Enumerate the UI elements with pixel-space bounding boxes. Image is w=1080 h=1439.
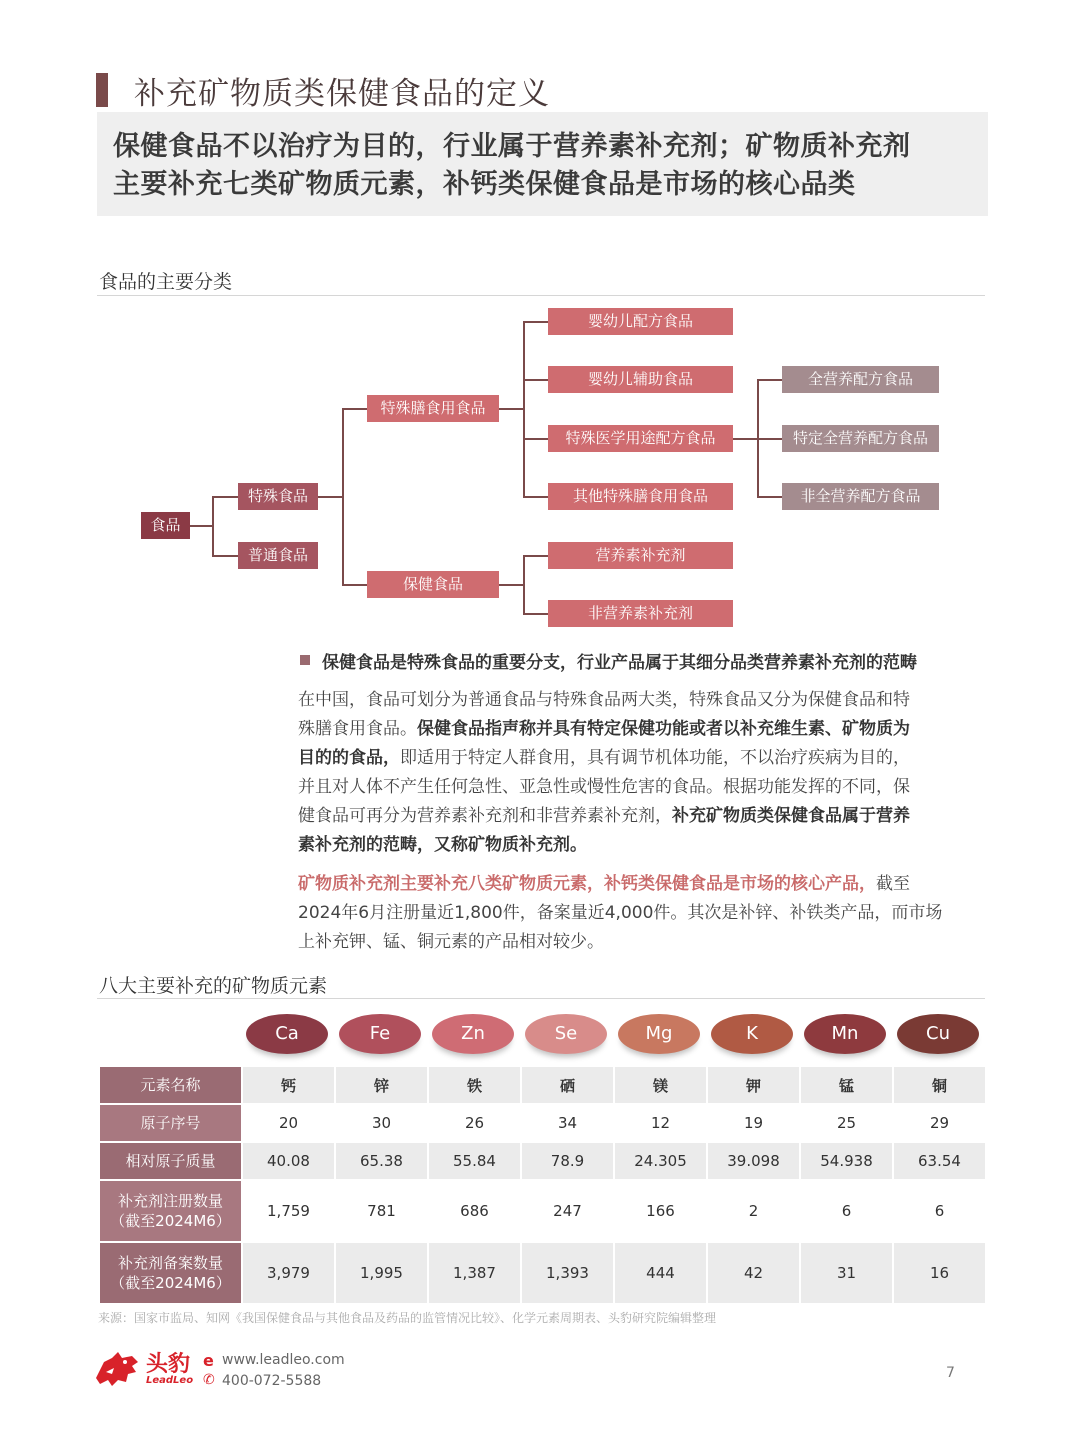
connector	[342, 408, 344, 585]
table-cell: 1,387	[428, 1242, 521, 1304]
bold-text-run: 补充矿物质类保健食品属于营养	[672, 806, 910, 826]
node-nutrient-supplement: 营养素补充剂	[548, 542, 733, 569]
text-run: 截至	[876, 874, 910, 894]
paragraph-line: 2024年6月注册量近1,800件，备案量近4,000件。其次是补锌、补铁类产品，而市场	[298, 903, 943, 923]
node-health-food: 保健食品	[367, 571, 499, 598]
table-cell: 20	[242, 1104, 335, 1142]
source-note: 来源：国家市监局、知网《我国保健食品与其他食品及药品的监管情况比较》、化学元素周期表、头豹研究院编辑整理	[98, 1311, 717, 1325]
connector	[523, 438, 548, 440]
connector	[342, 584, 367, 586]
table-cell: 31	[800, 1242, 893, 1304]
table-cell: 1,759	[242, 1180, 335, 1242]
mineral-elements-table	[98, 1065, 987, 1305]
elements-heading: 八大主要补充的矿物质元素	[99, 975, 328, 997]
node-food: 食品	[141, 512, 190, 539]
table-cell: 54.938	[800, 1142, 893, 1180]
table-cell: 2	[707, 1180, 800, 1242]
table-cell: 3,979	[242, 1242, 335, 1304]
table-cell: 6	[893, 1180, 986, 1242]
leadleo-logo-icon	[92, 1348, 142, 1390]
highlight-text-run: 矿物质补充剂主要补充八类矿物质元素，补钙类保健食品是市场的核心产品，	[298, 874, 876, 894]
connector	[523, 613, 548, 615]
elements-rule	[97, 998, 985, 999]
paragraph-2	[298, 870, 978, 957]
row-header-line: （截至2024M6）	[110, 1212, 231, 1230]
row-header: 相对原子质量	[99, 1142, 242, 1180]
table-cell: 247	[521, 1180, 614, 1242]
connector	[733, 438, 757, 440]
website-link[interactable]: www.leadleo.com	[222, 1352, 345, 1368]
table-cell: 25	[800, 1104, 893, 1142]
page-title: 补充矿物质类保健食品的定义	[134, 76, 550, 112]
table-cell: 19	[707, 1104, 800, 1142]
table-cell: 55.84	[428, 1142, 521, 1180]
table-cell: 42	[707, 1242, 800, 1304]
phone-icon: ✆	[203, 1372, 215, 1388]
table-cell: 686	[428, 1180, 521, 1242]
classification-heading: 食品的主要分类	[99, 271, 233, 293]
row-header	[99, 1180, 242, 1242]
node-non-nutrient-supplement: 非营养素补充剂	[548, 600, 733, 627]
connector	[523, 555, 548, 557]
paragraph-line	[298, 870, 978, 899]
connector	[212, 496, 238, 498]
node-infant-supplementary: 婴幼儿辅助食品	[548, 366, 733, 393]
row-header: 元素名称	[99, 1066, 242, 1104]
summary-line-2: 主要补充七类矿物质元素，补钙类保健食品是市场的核心品类	[113, 169, 856, 200]
row-header-line: 补充剂备案数量	[117, 1254, 223, 1272]
paragraph-line: 素补充剂的范畴，又称矿物质补充剂。	[298, 835, 587, 855]
connector	[212, 555, 238, 557]
brand-subtitle: LeadLeo	[146, 1375, 194, 1386]
table-cell: 钾	[707, 1066, 800, 1104]
table-cell: 40.08	[242, 1142, 335, 1180]
table-cell: 30	[335, 1104, 428, 1142]
table-cell: 镁	[614, 1066, 707, 1104]
text-run: 殊膳食用食品。	[298, 719, 417, 739]
connector	[499, 584, 523, 586]
table-cell: 444	[614, 1242, 707, 1304]
table-cell: 6	[800, 1180, 893, 1242]
table-cell: 65.38	[335, 1142, 428, 1180]
node-other-special-dietary: 其他特殊膳食用食品	[548, 483, 733, 510]
paragraph-line: 在中国，食品可划分为普通食品与特殊食品两大类，特殊食品又分为保健食品和特	[298, 690, 910, 710]
table-cell: 16	[893, 1242, 986, 1304]
connector	[212, 496, 214, 556]
summary-line-1: 保健食品不以治疗为目的，行业属于营养素补充剂；矿物质补充剂	[113, 131, 911, 162]
bold-text-run: 目的的食品，	[298, 748, 400, 768]
connector	[190, 525, 212, 527]
table-cell: 1,995	[335, 1242, 428, 1304]
element-symbol-oval: Mn	[804, 1014, 886, 1054]
node-non-full-nutrition: 非全营养配方食品	[782, 483, 939, 510]
paragraph-line: 并且对人体不产生任何急性、亚急性或慢性危害的食品。根据功能发挥的不同，保	[298, 777, 910, 797]
node-special-food: 特殊食品	[238, 483, 318, 510]
title-accent-bar	[96, 73, 108, 107]
table-cell: 781	[335, 1180, 428, 1242]
node-full-nutrition: 全营养配方食品	[782, 366, 939, 393]
connector	[523, 555, 525, 614]
table-cell: 1,393	[521, 1242, 614, 1304]
table-cell: 铜	[893, 1066, 986, 1104]
table-cell: 29	[893, 1104, 986, 1142]
element-symbol-oval: Ca	[246, 1014, 328, 1054]
row-header	[99, 1242, 242, 1304]
element-symbol-oval: Cu	[897, 1014, 979, 1054]
connector	[523, 379, 548, 381]
element-symbol-oval: Zn	[432, 1014, 514, 1054]
row-header-line: （截至2024M6）	[110, 1274, 231, 1292]
element-symbol-oval: Mg	[618, 1014, 700, 1054]
bullet-square-icon	[300, 655, 310, 665]
text-run: 即适用于特定人群食用，具有调节机体功能，不以治疗疾病为目的，	[400, 748, 910, 768]
table-cell: 锌	[335, 1066, 428, 1104]
table-cell: 166	[614, 1180, 707, 1242]
table-row	[99, 1142, 986, 1180]
connector	[757, 496, 782, 498]
paragraph-line	[298, 802, 978, 831]
paragraph-line	[298, 715, 978, 744]
connector	[523, 321, 548, 323]
table-cell: 硒	[521, 1066, 614, 1104]
table-cell: 26	[428, 1104, 521, 1142]
connector	[318, 496, 342, 498]
node-ordinary-food: 普通食品	[238, 542, 318, 569]
page-number: 7	[946, 1365, 955, 1381]
row-header-line: 补充剂注册数量	[117, 1192, 223, 1210]
node-special-medical: 特殊医学用途配方食品	[548, 425, 733, 452]
table-cell: 39.098	[707, 1142, 800, 1180]
element-symbol-oval: Se	[525, 1014, 607, 1054]
element-symbol-oval: Fe	[339, 1014, 421, 1054]
table-row	[99, 1066, 986, 1104]
element-symbol-oval: K	[711, 1014, 793, 1054]
connector	[342, 408, 367, 410]
connector	[499, 408, 523, 410]
summary-box	[97, 112, 988, 216]
paragraph-1	[298, 686, 978, 860]
table-cell: 铁	[428, 1066, 521, 1104]
bullet-title: 保健食品是特殊食品的重要分支，行业产品属于其细分品类营养素补充剂的范畴	[322, 653, 917, 673]
classification-rule	[97, 295, 985, 296]
connector	[757, 438, 782, 440]
bold-text-run: 保健食品指声称并具有特定保健功能或者以补充维生素、矿物质为	[417, 719, 910, 739]
table-cell: 78.9	[521, 1142, 614, 1180]
table-row	[99, 1242, 986, 1304]
brand-name: 头豹	[146, 1352, 191, 1377]
row-header: 原子序号	[99, 1104, 242, 1142]
paragraph-line: 上补充钾、锰、铜元素的产品相对较少。	[298, 932, 604, 952]
web-icon: e	[203, 1351, 214, 1370]
table-cell: 钙	[242, 1066, 335, 1104]
node-specific-full-nutrition: 特定全营养配方食品	[782, 425, 939, 452]
connector	[757, 379, 782, 381]
table-row	[99, 1104, 986, 1142]
text-run: 健食品可再分为营养素补充剂和非营养素补充剂，	[298, 806, 672, 826]
paragraph-line	[298, 744, 978, 773]
table-cell: 24.305	[614, 1142, 707, 1180]
connector	[523, 496, 548, 498]
table-cell: 锰	[800, 1066, 893, 1104]
connector	[523, 321, 525, 497]
table-row	[99, 1180, 986, 1242]
phone-number: 400-072-5588	[222, 1373, 322, 1389]
table-cell: 34	[521, 1104, 614, 1142]
node-infant-formula: 婴幼儿配方食品	[548, 308, 733, 335]
node-special-dietary-food: 特殊膳食用食品	[367, 395, 499, 422]
table-cell: 12	[614, 1104, 707, 1142]
table-cell: 63.54	[893, 1142, 986, 1180]
